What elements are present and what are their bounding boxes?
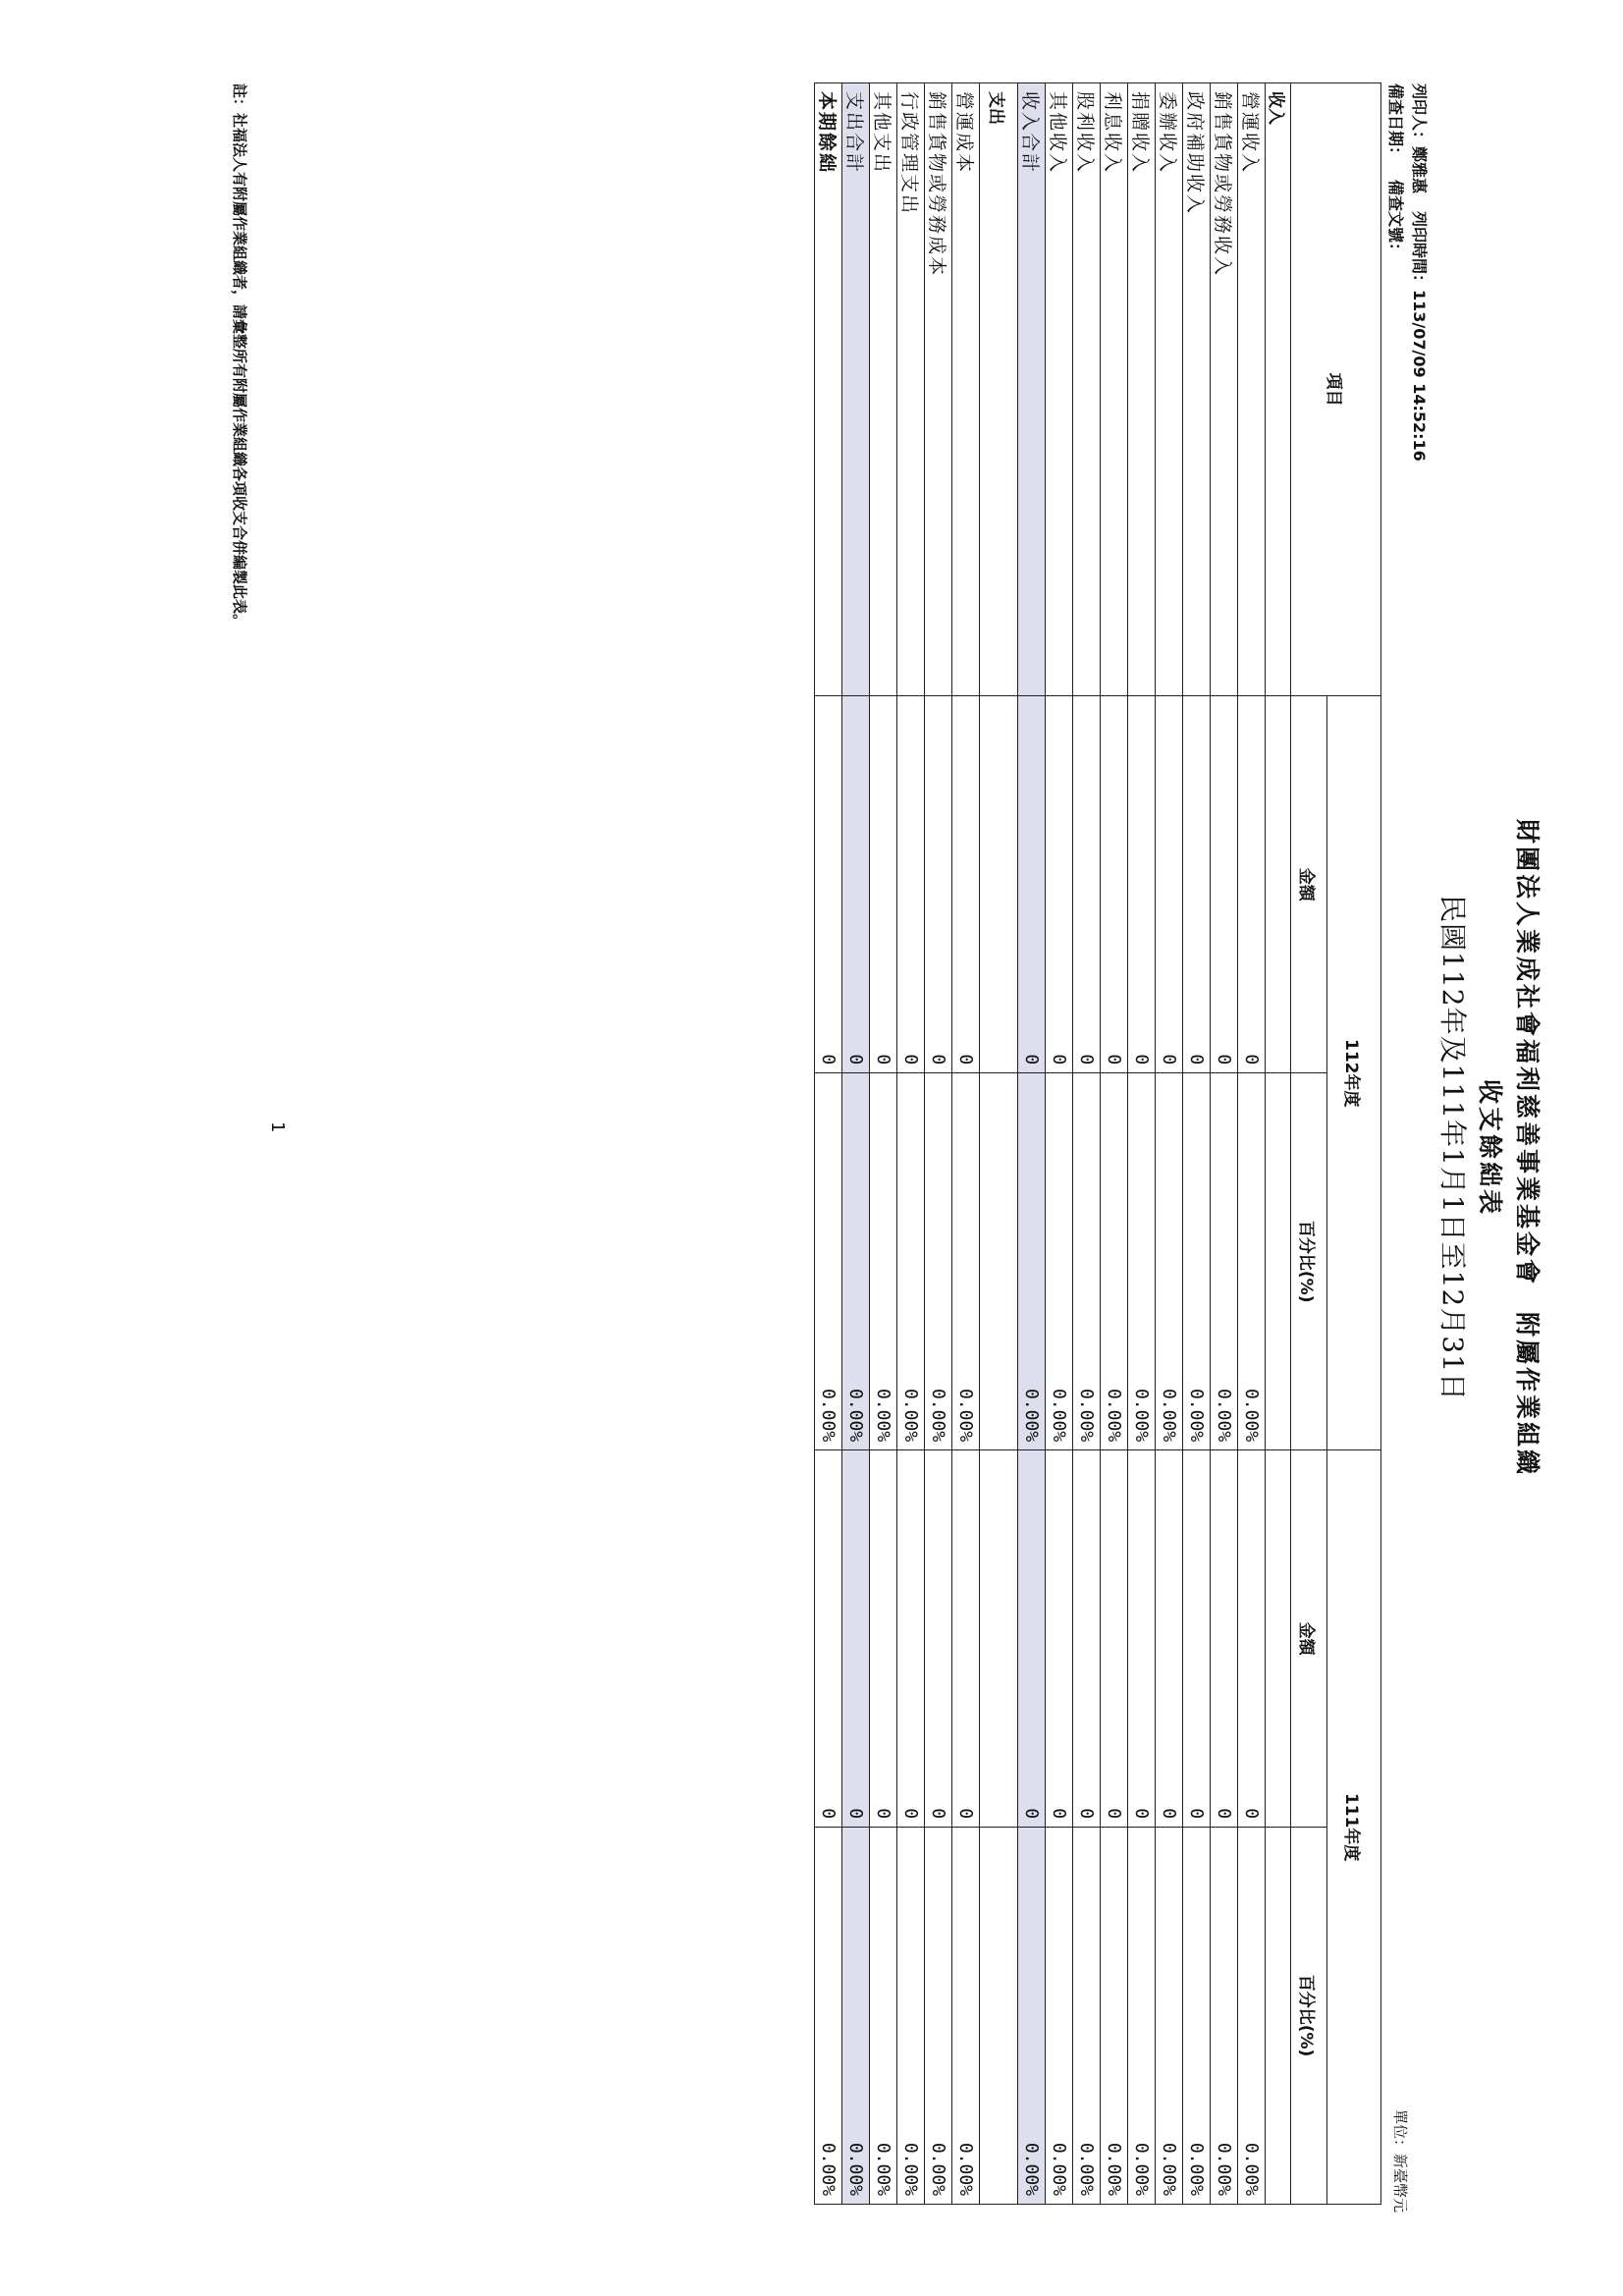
- percent-current: 0.00%: [1156, 1073, 1183, 1450]
- review-line: [1383, 83, 1407, 462]
- org-title: [1511, 0, 1546, 2296]
- amount-prior: 0: [870, 1450, 897, 1828]
- percent-prior: 0.00%: [897, 1828, 925, 2205]
- amount-current: 0: [1046, 696, 1073, 1073]
- amount-current: 0: [1238, 696, 1266, 1073]
- blank-cell: [980, 1828, 1018, 2205]
- row-label: 銷售貨物或勞務成本: [925, 83, 952, 696]
- amount-prior: 0: [842, 1450, 870, 1828]
- org-suffix: 附屬作業組織: [1513, 1312, 1542, 1478]
- income-total-row: [1018, 83, 1046, 2205]
- percent-prior: 0.00%: [925, 1828, 952, 2205]
- amount-prior: 0: [1238, 1450, 1266, 1828]
- income-section-label: 收入: [1266, 83, 1291, 696]
- row-label: 本期餘絀: [815, 83, 842, 696]
- percent-current: 0.00%: [1046, 1073, 1073, 1450]
- printed-by: 列印人：鄭雅惠: [1410, 83, 1429, 194]
- table-row: [952, 83, 980, 2205]
- printed-at: 列印時間：113/07/09 14:52:16: [1410, 211, 1429, 462]
- blank-cell: [980, 1073, 1018, 1450]
- amount-prior: 0: [1183, 1450, 1211, 1828]
- amount-current: 0: [1018, 696, 1046, 1073]
- percent-current: 0.00%: [1211, 1073, 1238, 1450]
- amount-prior: 0: [1046, 1450, 1073, 1828]
- percent-current: 0.00%: [897, 1073, 925, 1450]
- unit-label: 單位：新臺幣元: [1391, 2108, 1409, 2213]
- percent-current: 0.00%: [1183, 1073, 1211, 1450]
- amount-current: 0: [1128, 696, 1156, 1073]
- percent-current: 0.00%: [1018, 1073, 1046, 1450]
- table-row: [1046, 83, 1073, 2205]
- percent-prior: 0.00%: [842, 1828, 870, 2205]
- percent-prior: 0.00%: [952, 1828, 980, 2205]
- blank-cell: [1266, 1828, 1291, 2205]
- row-label: 銷售貨物或勞務收入: [1211, 83, 1238, 696]
- row-label: 政府補助收入: [1183, 83, 1211, 696]
- report-period: 民國112年及111年1月1日至12月31日: [1436, 895, 1469, 1401]
- percent-current: 0.00%: [842, 1073, 870, 1450]
- print-line: [1407, 83, 1431, 462]
- table-row: [1238, 83, 1266, 2205]
- percent-prior: 0.00%: [870, 1828, 897, 2205]
- amount-current: 0: [842, 696, 870, 1073]
- year-prior-header: 111年度: [1327, 1450, 1381, 2205]
- print-meta: [1383, 83, 1431, 462]
- percent-current: 0.00%: [952, 1073, 980, 1450]
- row-label: 支出合計: [842, 83, 870, 696]
- table-row: [925, 83, 952, 2205]
- amount-prior: 0: [925, 1450, 952, 1828]
- amount-prior: 0: [1156, 1450, 1183, 1828]
- org-name: 財團法人業成社會福利慈善事業基金會: [1513, 818, 1542, 1286]
- row-label: 捐贈收入: [1128, 83, 1156, 696]
- percent-current: 0.00%: [925, 1073, 952, 1450]
- percent-current: 0.00%: [1128, 1073, 1156, 1450]
- row-label: 其他收入: [1046, 83, 1073, 696]
- table-row: [1073, 83, 1101, 2205]
- review-date: 備查日期：: [1386, 83, 1405, 163]
- row-label: 行政管理支出: [897, 83, 925, 696]
- row-label: 委辦收入: [1156, 83, 1183, 696]
- table-row: [1211, 83, 1238, 2205]
- amount-header-current: 金額: [1291, 696, 1327, 1073]
- item-header: 項目: [1291, 83, 1381, 696]
- percent-current: 0.00%: [1073, 1073, 1101, 1450]
- percent-prior: 0.00%: [1046, 1828, 1073, 2205]
- table-row: [1183, 83, 1211, 2205]
- expense-section-row: [980, 83, 1018, 2205]
- amount-current: 0: [1156, 696, 1183, 1073]
- blank-cell: [1266, 1450, 1291, 1828]
- amount-prior: 0: [1101, 1450, 1128, 1828]
- table-row: [1156, 83, 1183, 2205]
- row-label: 利息收入: [1101, 83, 1128, 696]
- row-label: 營運收入: [1238, 83, 1266, 696]
- percent-prior: 0.00%: [1073, 1828, 1101, 2205]
- table-row: [897, 83, 925, 2205]
- blank-cell: [1266, 696, 1291, 1073]
- report-title: 收支餘絀表: [1476, 1078, 1504, 1217]
- income-statement-table: [814, 82, 1381, 2205]
- blank-cell: [1266, 1073, 1291, 1450]
- net-surplus-row: [815, 83, 842, 2205]
- percent-prior: 0.00%: [1156, 1828, 1183, 2205]
- row-label: 營運成本: [952, 83, 980, 696]
- percent-prior: 0.00%: [1101, 1828, 1128, 2205]
- amount-current: 0: [1211, 696, 1238, 1073]
- amount-prior: 0: [897, 1450, 925, 1828]
- percent-header-prior: 百分比(%): [1291, 1828, 1327, 2205]
- review-doc: 備查文號：: [1386, 180, 1405, 259]
- percent-prior: 0.00%: [1128, 1828, 1156, 2205]
- amount-current: 0: [925, 696, 952, 1073]
- amount-current: 0: [1183, 696, 1211, 1073]
- percent-prior: 0.00%: [1238, 1828, 1266, 2205]
- percent-prior: 0.00%: [1211, 1828, 1238, 2205]
- income-section-row: [1266, 83, 1291, 2205]
- amount-current: 0: [952, 696, 980, 1073]
- amount-current: 0: [870, 696, 897, 1073]
- table-row: [1128, 83, 1156, 2205]
- percent-prior: 0.00%: [815, 1828, 842, 2205]
- amount-prior: 0: [1128, 1450, 1156, 1828]
- percent-current: 0.00%: [1101, 1073, 1128, 1450]
- blank-cell: [980, 696, 1018, 1073]
- table-row: [870, 83, 897, 2205]
- percent-current: 0.00%: [1238, 1073, 1266, 1450]
- row-label: 收入合計: [1018, 83, 1046, 696]
- expense-total-row: [842, 83, 870, 2205]
- expense-section-label: 支出: [980, 83, 1018, 696]
- table-row: [1101, 83, 1128, 2205]
- amount-prior: 0: [815, 1450, 842, 1828]
- amount-current: 0: [1073, 696, 1101, 1073]
- amount-prior: 0: [1018, 1450, 1046, 1828]
- percent-current: 0.00%: [870, 1073, 897, 1450]
- blank-cell: [980, 1450, 1018, 1828]
- header-row-years: [1327, 83, 1381, 2205]
- percent-prior: 0.00%: [1183, 1828, 1211, 2205]
- row-label: 其他支出: [870, 83, 897, 696]
- amount-current: 0: [1101, 696, 1128, 1073]
- amount-current: 0: [897, 696, 925, 1073]
- amount-prior: 0: [1073, 1450, 1101, 1828]
- percent-current: 0.00%: [815, 1073, 842, 1450]
- percent-header-current: 百分比(%): [1291, 1073, 1327, 1450]
- year-current-header: 112年度: [1327, 696, 1381, 1450]
- amount-header-prior: 金額: [1291, 1450, 1327, 1828]
- amount-prior: 0: [952, 1450, 980, 1828]
- percent-prior: 0.00%: [1018, 1828, 1046, 2205]
- amount-prior: 0: [1211, 1450, 1238, 1828]
- row-label: 股利收入: [1073, 83, 1101, 696]
- amount-current: 0: [815, 696, 842, 1073]
- footnote: 註：社福法人有附屬作業組織者，請彙整所有附屬作業組織各項收支合併編製此表。: [231, 83, 248, 629]
- page-number: 1: [267, 1121, 288, 1133]
